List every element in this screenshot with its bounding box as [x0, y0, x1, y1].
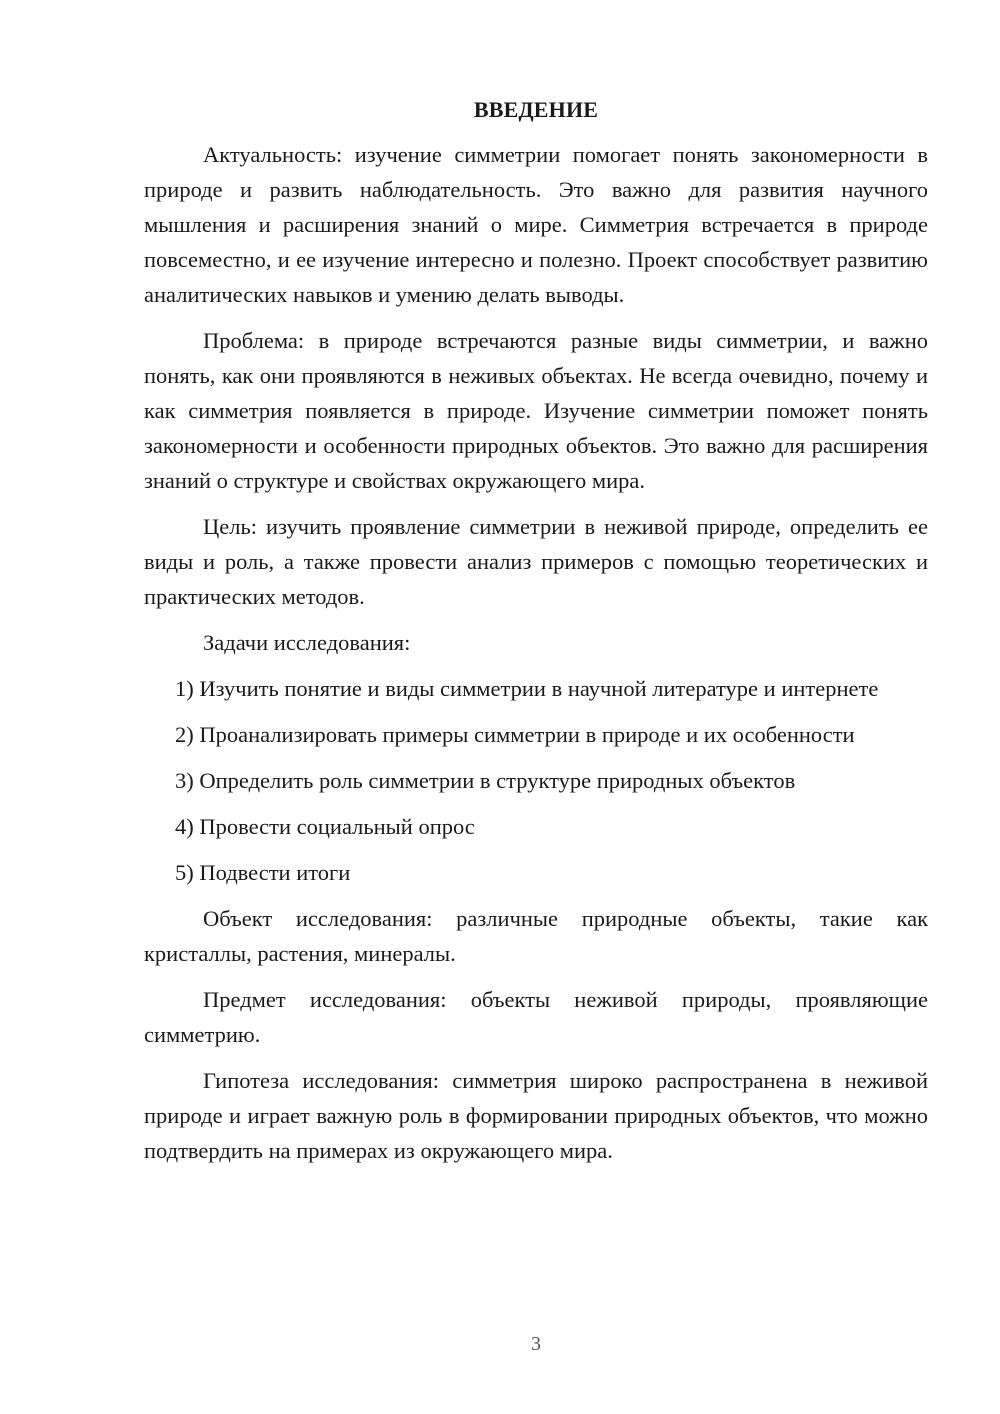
tasks-heading: Задачи исследования: [203, 630, 411, 655]
goal-paragraph: Цель: изучить проявление симметрии в неживой природе, определить ее виды и роль, а также провести анализ примеров с помощью теоретических и практических методов. [144, 514, 928, 609]
section-title: ВВЕДЕНИЕ [473, 97, 599, 122]
task-item-4: 4) Провести социальный опрос [175, 814, 475, 839]
task-item-5: 5) Подвести итоги [175, 860, 351, 885]
hypothesis-paragraph: Гипотеза исследования: симметрия широко распространена в неживой природе и играет важную роль в формировании природных объектов, что можно подтвердить на примерах из окружающего мира. [144, 1068, 928, 1163]
object-paragraph: Объект исследования: различные природные объекты, такие как кристаллы, растения, минералы. [144, 906, 928, 966]
page-number: 3 [531, 1333, 541, 1355]
page-content [144, 92, 928, 1168]
task-item-3: 3) Определить роль симметрии в структуре природных объектов [175, 768, 796, 793]
subject-paragraph: Предмет исследования: объекты неживой природы, проявляющие симметрию. [144, 987, 928, 1047]
problem-paragraph: Проблема: в природе встречаются разные виды симметрии, и важно понять, как они проявляются в неживых объектах. Не всегда очевидно, почему и как симметрия появляется в природе. Изучение симметрии поможет понять закономерности и особенности природных объектов. Это важно для расширения знаний о структуре и свойствах окружающего мира. [144, 328, 928, 493]
relevance-paragraph: Актуальность: изучение симметрии помогает понять закономерности в природе и развить наблюдательность. Это важно для развития научного мышления и расширения знаний о мире. Симметрия встречается в природе повсеместно, и ее изучение интересно и полезно. Проект способствует развитию аналитических навыков и умению делать выводы. [144, 142, 928, 307]
task-item-2: 2) Проанализировать примеры симметрии в природе и их особенности [175, 722, 855, 747]
task-item-1: 1) Изучить понятие и виды симметрии в научной литературе и интернете [175, 676, 879, 701]
